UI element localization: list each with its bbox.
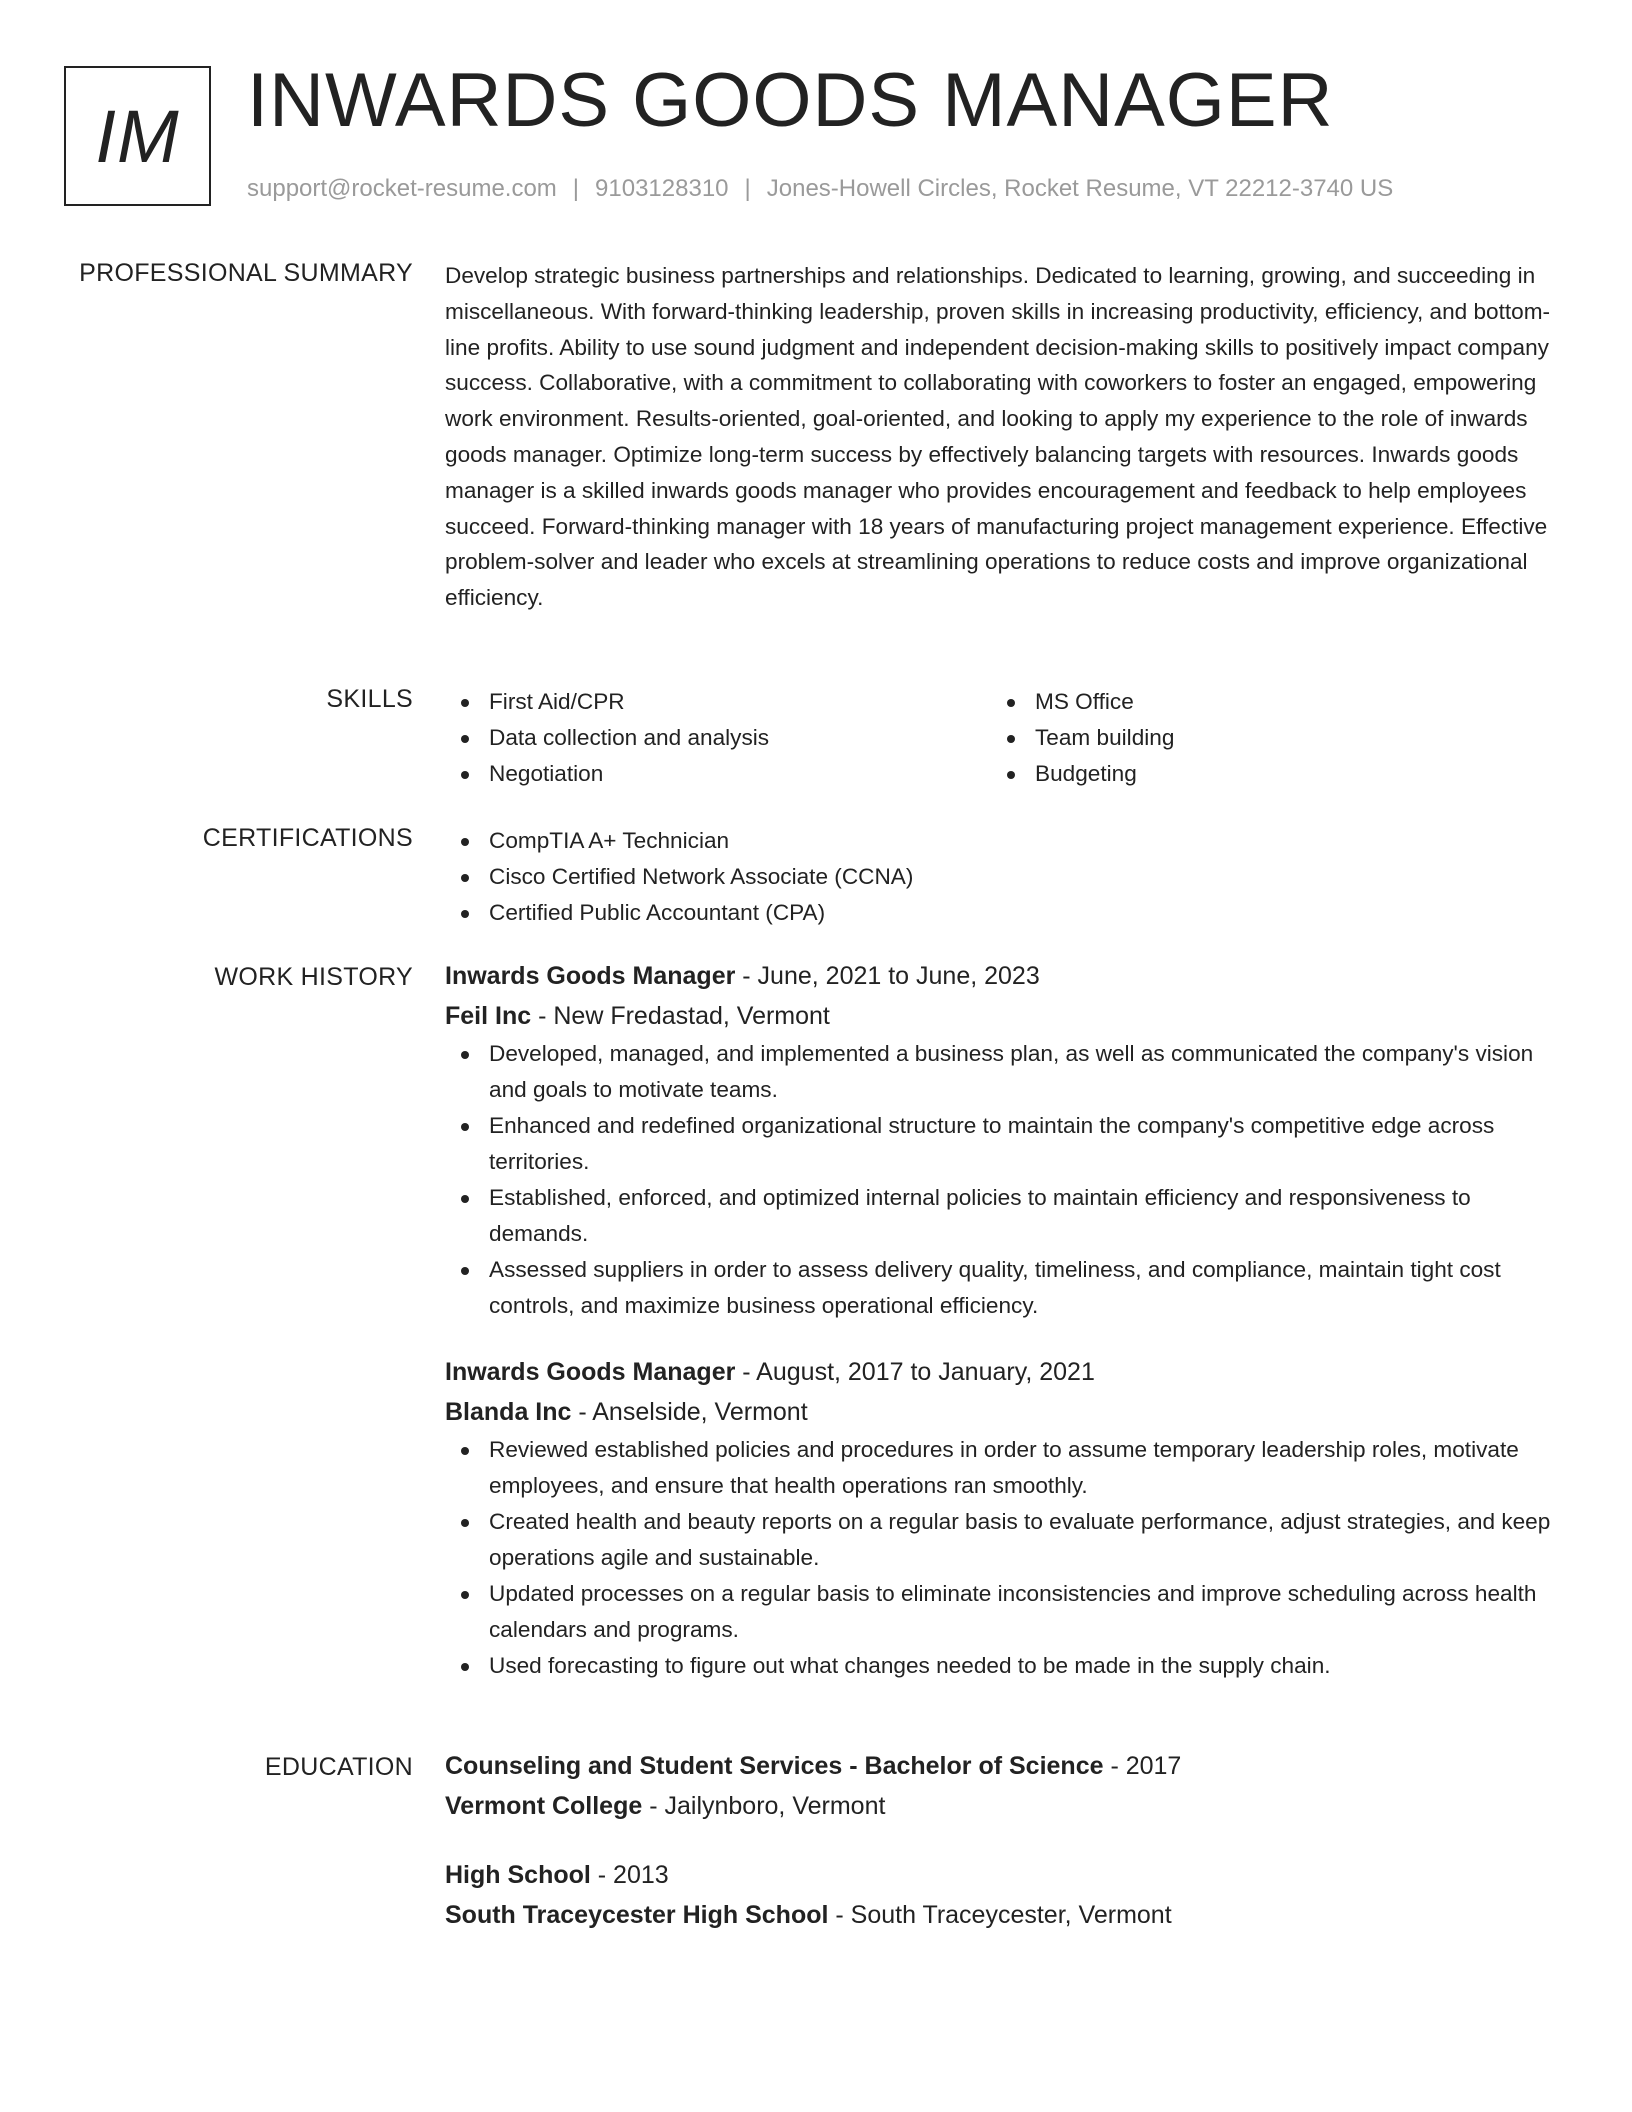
job-bullet: Reviewed established policies and procedures in order to assume temporary leadership roles, motivate employees, and ensure that health operations ran smoothly. bbox=[489, 1432, 1555, 1504]
certifications-heading: CERTIFICATIONS bbox=[202, 824, 413, 852]
job-bullet: Developed, managed, and implemented a business plan, as well as communicated the company's vision and goals to motivate teams. bbox=[489, 1036, 1555, 1108]
contact-separator: | bbox=[572, 175, 580, 202]
education-heading: EDUCATION bbox=[264, 1753, 413, 1781]
skill-item: Team building bbox=[1035, 720, 1537, 756]
job-company-line bbox=[445, 996, 1555, 1036]
degree: Counseling and Student Services - Bachelor of Science bbox=[445, 1752, 1104, 1780]
summary-heading: PROFESSIONAL SUMMARY bbox=[79, 259, 413, 287]
job-entry bbox=[445, 956, 1555, 1324]
school-line bbox=[445, 1895, 1555, 1935]
job-bullet: Assessed suppliers in order to assess delivery quality, timeliness, and compliance, maintain tight cost controls, and maximize business operational efficiency. bbox=[489, 1252, 1555, 1324]
school: Vermont College bbox=[445, 1792, 643, 1820]
job-bullet: Used forecasting to figure out what changes needed to be made in the supply chain. bbox=[489, 1648, 1555, 1684]
skill-item: First Aid/CPR bbox=[489, 684, 991, 720]
monogram-logo: IM bbox=[64, 66, 211, 206]
contact-email: support@rocket-resume.com bbox=[247, 175, 557, 202]
school-line bbox=[445, 1786, 1555, 1826]
certification-item: Cisco Certified Network Associate (CCNA) bbox=[489, 859, 1555, 895]
degree-line bbox=[445, 1855, 1555, 1895]
school: South Traceycester High School bbox=[445, 1901, 829, 1929]
certification-item: CompTIA A+ Technician bbox=[489, 823, 1555, 859]
page-title: INWARDS GOODS MANAGER bbox=[247, 58, 1334, 143]
job-bullet: Established, enforced, and optimized internal policies to maintain efficiency and responsiveness to demands. bbox=[489, 1180, 1555, 1252]
job-company-line bbox=[445, 1392, 1555, 1432]
education-entry bbox=[445, 1746, 1555, 1826]
school-location: - South Traceycester, Vermont bbox=[828, 1901, 1172, 1929]
degree-year: - 2017 bbox=[1103, 1752, 1182, 1780]
degree-line bbox=[445, 1746, 1555, 1786]
job-location: - New Fredastad, Vermont bbox=[531, 1002, 830, 1030]
school-location: - Jailynboro, Vermont bbox=[642, 1792, 886, 1820]
degree: High School bbox=[445, 1861, 591, 1889]
job-bullet: Enhanced and redefined organizational structure to maintain the company's competitive edge across territories. bbox=[489, 1108, 1555, 1180]
job-title: Inwards Goods Manager bbox=[445, 1358, 736, 1386]
degree-year: - 2013 bbox=[590, 1861, 669, 1889]
skill-item: Budgeting bbox=[1035, 756, 1537, 792]
contact-address: Jones-Howell Circles, Rocket Resume, VT 22212-3740 US bbox=[766, 175, 1394, 202]
certification-item: Certified Public Accountant (CPA) bbox=[489, 895, 1555, 931]
skill-item: Negotiation bbox=[489, 756, 991, 792]
work-history-heading: WORK HISTORY bbox=[214, 963, 413, 991]
job-location: - Anselside, Vermont bbox=[571, 1398, 808, 1426]
summary-text: Develop strategic business partnerships and relationships. Dedicated to learning, growing, and succeeding in miscellaneous. With forward-thinking leadership, proven skills in increasing productivity, efficiency, and bottom-line profits. Ability to use sound judgment and independent decision-making skills to positively impact company success. Collaborative, with a commitment to collaborating with coworkers to foster an engaged, empowering work environment. Results-oriented, goal-oriented, and looking to apply my experience to the role of inwards goods manager. Optimize long-term success by effectively balancing targets with resources. Inwards goods manager is a skilled inwards goods manager who provides encouragement and feedback to help employees succeed. Forward-thinking manager with 18 years of manufacturing project management experience. Effective problem-solver and leader who excels at streamlining operations to reduce costs and improve organizational efficiency. bbox=[445, 263, 1551, 611]
contact-line bbox=[247, 174, 1393, 204]
skill-item: Data collection and analysis bbox=[489, 720, 991, 756]
contact-separator: | bbox=[744, 175, 751, 202]
skills-heading: SKILLS bbox=[326, 685, 413, 713]
job-company: Feil Inc bbox=[445, 1002, 532, 1030]
job-title: Inwards Goods Manager bbox=[445, 962, 736, 990]
job-dates: - June, 2021 to June, 2023 bbox=[735, 962, 1040, 990]
skill-item: MS Office bbox=[1035, 684, 1537, 720]
job-title-line bbox=[445, 956, 1555, 996]
job-bullet: Created health and beauty reports on a regular basis to evaluate performance, adjust strategies, and keep operations agile and sustainable. bbox=[489, 1504, 1555, 1576]
job-dates: - August, 2017 to January, 2021 bbox=[735, 1358, 1095, 1386]
job-entry bbox=[445, 1352, 1555, 1684]
education-entry bbox=[445, 1855, 1555, 1935]
job-company: Blanda Inc bbox=[445, 1398, 572, 1426]
job-title-line bbox=[445, 1352, 1555, 1392]
job-bullet: Updated processes on a regular basis to eliminate inconsistencies and improve scheduling across health calendars and programs. bbox=[489, 1576, 1555, 1648]
contact-phone: 9103128310 bbox=[595, 175, 729, 202]
